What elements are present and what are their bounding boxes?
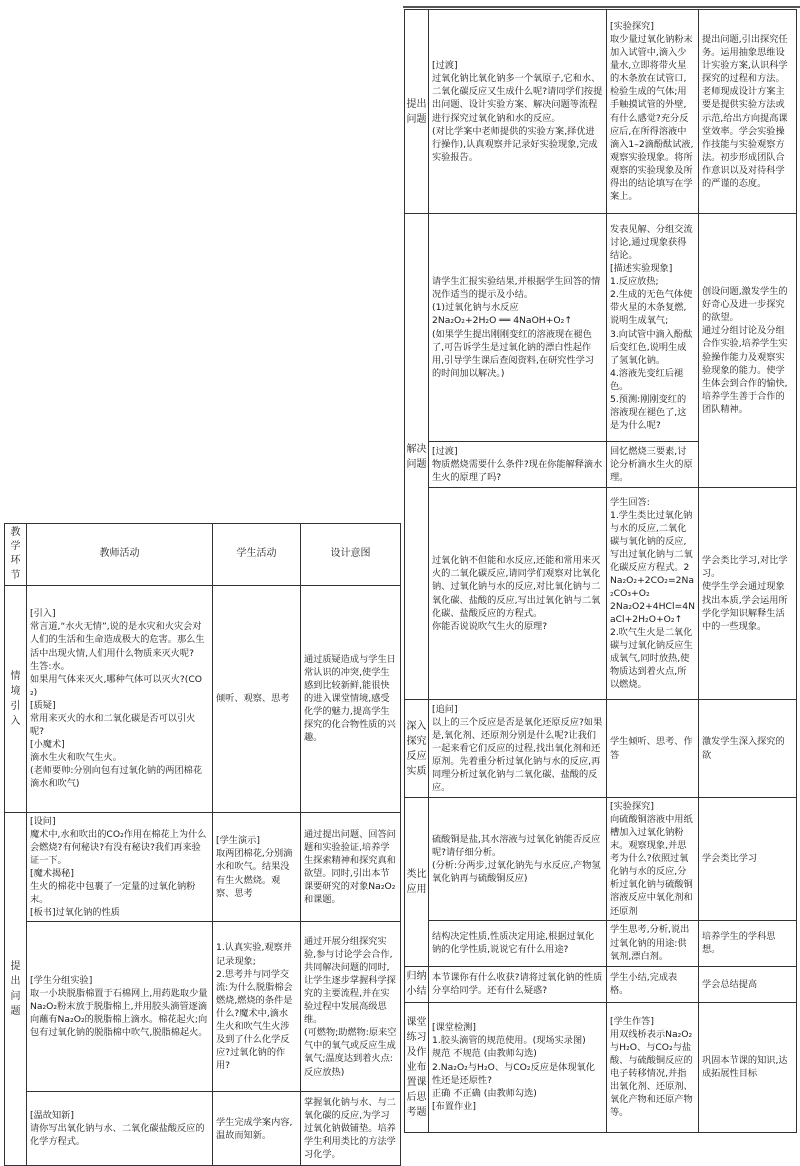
student-activity: [学生作答] 用双线桥表示Na₂O₂与H₂O、与CO₂与盐酸、与硫酸铜反应的电子转移情况,并指出氧化剂、还原剂、氧化产物和还原产物等。 bbox=[607, 1002, 699, 1132]
design-intent: 创设问题,激发学生的好奇心及进一步探究的欲望。 通过分组讨论及分组合作实验,培养学生实验操作能力及观察实验现象的能力。使学生体会到合作的愉快,培养学生善于合作的团队精神。 bbox=[699, 214, 797, 488]
table-row bbox=[5, 812, 401, 922]
teacher-activity: [过渡] 物质燃烧需要什么条件?现在你能解释滴水生火的原理了吗? bbox=[429, 442, 607, 488]
table-row bbox=[405, 798, 797, 921]
header-student: 学生活动 bbox=[213, 524, 301, 586]
table-row bbox=[405, 966, 797, 1002]
design-intent: 通过开展分组探究实验,参与讨论学会合作,共同解决问题的同时,让学生逐步掌握科学探究的主要流程,并在实验过程中发展高级思维。 (可燃物;助燃物:原来空气中的氧气或反应生成氧气;温度达到着火点:反应放热) bbox=[301, 922, 401, 1092]
teacher-activity: 过氧化钠不但能和水反应,还能和常用来灭火的二氧化碳反应,请同学们观察对比氧化钠、过氧化钠与水的反应,对比氧化钠与二氧化碳、盐酸的反应,写出过氧化钠与二氧化碳、盐酸反应的方程式。 你能否说说吹气生火的原理? bbox=[429, 488, 607, 700]
student-activity: 学生思考,分析,说出过氧化钠的用途:供氧剂,漂白剂。 bbox=[607, 920, 699, 966]
student-activity: 学生倾听、思考、作答 bbox=[607, 700, 699, 798]
student-activity: 回忆燃烧三要素,讨论分析滴水生火的原理。 bbox=[607, 442, 699, 488]
design-intent: 提出问题,引出探究任务。运用抽象思维设计实验方案,认识科学探究的过程和方法。老师现成设计方案主要是提供实验方法或示范,给出方向提高课堂效率。学会实验操作技能与实验观察方法。初步形成团队合作意识以及对待科学的严谨的态度。 bbox=[699, 10, 797, 214]
teacher-activity: [学生分组实验] 取一小块脱脂棉置于石棉网上,用药匙取少量Na₂O₂粉末放于脱脂棉上,并用胶头滴管逐滴向蘸有Na₂O₂的脱脂棉上滴水。棉花起火;向包有过氧化钠的脱脂棉中吹气,脱脂棉起火。 bbox=[27, 922, 213, 1092]
design-intent: 激发学生深入探究的欲 bbox=[699, 700, 797, 798]
header-teacher: 教师活动 bbox=[27, 524, 213, 586]
table-row bbox=[5, 922, 401, 1092]
table-row bbox=[405, 488, 797, 700]
section-label: 归纳 小结 bbox=[405, 966, 429, 1002]
student-activity: 学生回答: 1.学生类比过氧化钠与水的反应,二氧化碳与氧化钠的反应,写出过氧化钠与二氧化碳反应方程式。2Na₂O₂+2CO₂=2Na₂CO₃+O₂ 2Na₂O2+4HCl=4NaCl+2H₂O+O₂↑ 2.吹气生火是二氧化碳与过氧化钠反应生成氧气,同时放热,使物质达到着火点,所以燃烧。 bbox=[607, 488, 699, 700]
student-activity: 学生完成学案内容,温故而知新。 bbox=[213, 1092, 301, 1166]
table-row bbox=[405, 10, 797, 214]
student-activity: 发表见解、分组交流讨论,通过现象获得结论。 [描述实验现象] 1.反应放热; 2.生成的无色气体使带火星的木条复燃,说明生成氧气; 3.向试管中滴入酚酞后变红色,说明生成了氢氧化钠。 4.溶液先变红后褪色。 5.预测:刚刚变红的溶液现在褪色了,这是为什么呢? bbox=[607, 214, 699, 442]
teacher-activity: 硫酸铜是盐,其水溶液与过氧化钠能否反应呢?请仔细分析。 (分析:分两步,过氧化钠先与水反应,产物氢氧化钠再与硫酸铜反应) bbox=[429, 798, 607, 921]
design-intent: 学会类比学习,对比学习。 使学生学会通过现象找出本质,学会运用所学化学知识解释生活中的一些现象。 bbox=[699, 488, 797, 700]
section-label: 解决 问题 bbox=[405, 214, 429, 700]
teacher-activity: [引入] 常言道,“水火无情”,说的是水灾和火灾会对人们的生活和生命造成极大的危害。那么生活中出现火情,人们用什么物质来灭火呢? 生答:水。 如果用气体来灭火,哪种气体可以灭火?(CO₂) [质疑] 常用来灭火的水和二氧化碳是否可以引火呢? [小魔术] 滴水生火和吹气生火。 (老师要帅:分别向包有过氧化钠的两团棉花滴水和吹气) bbox=[27, 585, 213, 812]
section-label: 提出 问题 bbox=[5, 812, 27, 1166]
table-row bbox=[405, 700, 797, 798]
table-row bbox=[405, 214, 797, 442]
student-activity: [实验探究] 取少量过氧化钠粉末加入试管中,滴入少量水,立即将带火星的木条放在试管口,检验生成的气体;用手触摸试管的外壁,有什么感觉?充分反应后,在所得溶液中滴入1–2滴酚酞试液,观察实验现象。将所观察的实验现象及所得出的结论填写在学案上。 bbox=[607, 10, 699, 214]
teacher-activity: 本节课你有什么收获?请将过氧化钠的性质分享给同学。还有什么疑惑? bbox=[429, 966, 607, 1002]
teacher-activity: [追问] 以上的三个反应是否是氧化还原反应?如果是,氧化剂、还原剂分别是什么呢?让我们一起来看它们反应的过程,找出氧化剂和还原剂。先着重分析过氧化钠与水的反应,再同理分析过氧化钠与二氧化碳、盐酸的反应。 bbox=[429, 700, 607, 798]
section-label: 类比 应用 bbox=[405, 798, 429, 967]
section-label: 情境 引入 bbox=[5, 585, 27, 812]
header-stage: 教学 环节 bbox=[5, 524, 27, 586]
design-intent: 培养学生的学科思想。 bbox=[699, 920, 797, 966]
section-label: 课堂 练习 及作 业布 置课 后思 考题 bbox=[405, 1002, 429, 1132]
table-row bbox=[5, 1092, 401, 1166]
design-intent: 巩固本节课的知识,达成拓展性目标 bbox=[699, 1002, 797, 1132]
table-row bbox=[405, 1002, 797, 1132]
section-label: 深入 探究 反应 实质 bbox=[405, 700, 429, 798]
student-activity: 倾听、观察、思考 bbox=[213, 585, 301, 812]
teacher-activity: [温故知新] 请你写出氧化钠与水、二氧化碳盐酸反应的化学方程式。 bbox=[27, 1092, 213, 1166]
design-intent: 通过提出问题、回答问题和实验验证,培养学生探索精神和探究真和欲望。同时,引出本节课要研究的对象Na₂O₂和课题。 bbox=[301, 812, 401, 922]
table-row bbox=[5, 585, 401, 812]
student-activity: [学生演示] 取两团棉花,分别滴水和吹气。结果没有生火燃烧。观察、思考 bbox=[213, 812, 301, 922]
teacher-activity: 结构决定性质,性质决定用途,根据过氧化钠的化学性质,说说它有什么用途? bbox=[429, 920, 607, 966]
student-activity: 1.认真实验,观察并记录现象; 2.思考并与同学交流:为什么脱脂棉会燃烧,燃烧的条件是什么?魔术中,滴水生火和吹气生火涉及到了什么化学反应?过氧化钠的作用? bbox=[213, 922, 301, 1092]
design-intent: 学会总结提高 bbox=[699, 966, 797, 1002]
design-intent: 学会类比学习 bbox=[699, 798, 797, 921]
table-row bbox=[405, 920, 797, 966]
teacher-activity: [设问] 魔术中,水和吹出的CO₂作用在棉花上为什么会燃烧?有何秘诀?有没有秘诀?我们再来验证一下。 [魔术揭秘] 生火的棉花中包裹了一定量的过氧化钠粉末。 [板书]过氧化钠的性质 bbox=[27, 812, 213, 922]
section-label: 提出 问题 bbox=[405, 10, 429, 214]
lesson-table-left bbox=[4, 523, 401, 1166]
lesson-table-right bbox=[404, 9, 797, 1133]
page-top-rule bbox=[403, 6, 800, 8]
design-intent: 掌握氧化钠与水、与二氧化碳的反应,为学习过氧化钠做铺垫。培养学生利用类比的方法学习化学。 bbox=[301, 1092, 401, 1166]
student-activity: [实验探究] 向硫酸铜溶液中用纸槽加入过氧化钠粉末。观察现象,并思考为什么?依照过氧化钠与水的反应,分析过氧化钠与硫酸铜溶液反应中氧化剂和还原剂 bbox=[607, 798, 699, 921]
teacher-activity: [过渡] 过氧化钠比氧化钠多一个氧原子,它和水、二氧化碳反应又生成什么呢?请同学们按提出问题、设计实验方案、解决问题等流程进行探究过氧化钠和水的反应。 (对比学案中老师提供的实验方案,择优进行操作),认真观察并记录好实验现象,完成实验报告。 bbox=[429, 10, 607, 214]
design-intent: 通过质疑造成与学生日常认识的冲突,使学生感到比较新鲜,能很快的进入课堂情境,感受化学的魅力,提高学生探究的化合物性质的兴趣。 bbox=[301, 585, 401, 812]
student-activity: 学生小结,完成表格。 bbox=[607, 966, 699, 1002]
teacher-activity: [课堂检测] 1.胶头滴管的规范使用。(现场实录图) 规范 不规范 (由教师勾选) 2.Na₂O₂与H₂O、与CO₂反应是体现氧化性还是还原性? 正确 不正确 (由教师勾选) [布置作业] bbox=[429, 1002, 607, 1132]
teacher-activity: 请学生汇报实验结果,并根据学生回答的情况作适当的提示及小结。 (1)过氧化钠与水反应 2Na₂O₂+2H₂O ══ 4NaOH+O₂↑ (如果学生提出刚刚变红的溶液现在褪色了,可告诉学生是过氧化钠的漂白性起作用,引导学生课后查阅资料,在研究性学习的时间加以解决。) bbox=[429, 214, 607, 442]
table-header-row bbox=[5, 524, 401, 586]
header-intent: 设计意图 bbox=[301, 524, 401, 586]
